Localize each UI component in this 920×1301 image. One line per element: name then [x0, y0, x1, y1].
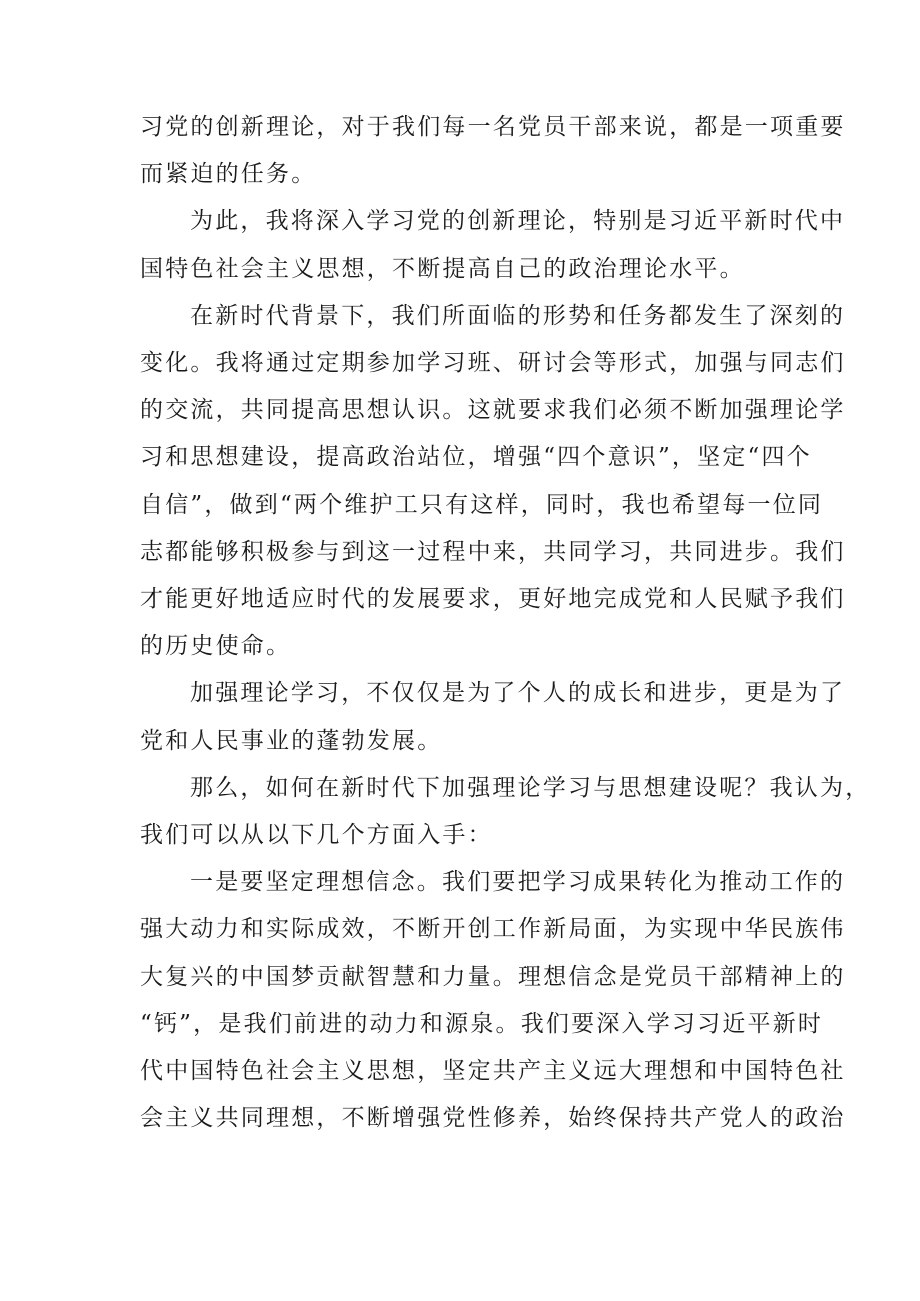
paragraph-3	[140, 293, 846, 671]
text-line: 强大动力和实际成效，不断开创工作新局面，为实现中华民族伟	[140, 916, 846, 943]
text-line: 会主义共同理想，不断增强党性修养，始终保持共产党人的政治	[140, 1105, 846, 1132]
text-line: 党和人民事业的蓬勃发展。	[140, 727, 443, 754]
text-line: 习和思想建设，提高政治站位，增强“四个意识”，坚定“四个	[140, 444, 812, 471]
paragraph-1	[140, 104, 846, 198]
text-line: 大复兴的中国梦贡献智慧和力量。理想信念是党员干部精神上的	[140, 963, 846, 990]
text-line: 一是要坚定理想信念。我们要把学习成果转化为推动工作的	[190, 869, 846, 896]
text-line: “钙”，是我们前进的动力和源泉。我们要深入学习习近平新时	[140, 1010, 824, 1037]
text-line: 习党的创新理论，对于我们每一名党员干部来说，都是一项重要	[140, 114, 846, 140]
text-line: 才能更好地适应时代的发展要求，更好地完成党和人民赋予我们	[140, 586, 846, 613]
text-line: 的历史使命。	[140, 633, 292, 660]
text-line: 国特色社会主义思想，不断提高自己的政治理论水平。	[140, 255, 745, 282]
text-line: 代中国特色社会主义思想，坚定共产主义远大理想和中国特色社	[140, 1058, 846, 1085]
text-line: 志都能够积极参与到这一过程中来，共同学习，共同进步。我们	[140, 538, 846, 565]
text-line: 自信”，做到“两个维护工只有这样，同时，我也希望每一位同	[140, 491, 824, 518]
text-line: 在新时代背景下，我们所面临的形势和任务都发生了深刻的	[190, 302, 846, 329]
paragraph-6	[140, 859, 846, 1142]
paragraph-4	[140, 670, 846, 764]
text-line: 变化。我将通过定期参加学习班、研讨会等形式，加强与同志们	[140, 350, 846, 377]
paragraph-5	[140, 765, 871, 859]
document-body	[140, 104, 871, 1142]
paragraph-2	[140, 198, 846, 292]
text-line: 为此，我将深入学习党的创新理论，特别是习近平新时代中	[190, 208, 846, 235]
text-line: 那么，如何在新时代下加强理论学习与思想建设呢？我认为，	[190, 774, 871, 801]
text-line: 而紧迫的任务。	[140, 161, 317, 188]
text-line: 加强理论学习，不仅仅是为了个人的成长和进步，更是为了	[190, 680, 846, 707]
text-line: 的交流，共同提高思想认识。这就要求我们必须不断加强理论学	[140, 397, 846, 424]
text-line: 我们可以从以下几个方面入手：	[140, 822, 493, 849]
